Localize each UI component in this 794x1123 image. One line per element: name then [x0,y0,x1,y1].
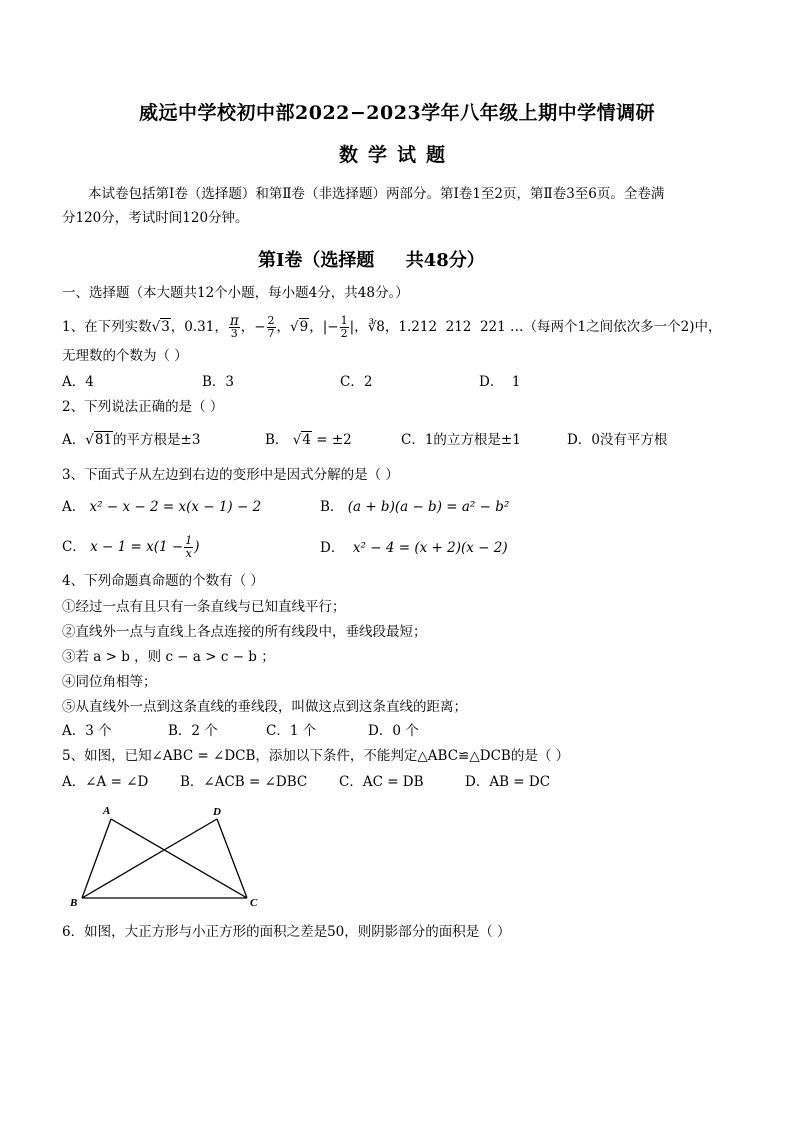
q1-frac-pi-3: $\frac{\pi}{3}$ [229,312,239,340]
question-6-stem: 6．如图，大正方形与小正方形的面积之差是50，则阴影部分的面积是（ ） [62,924,511,940]
intro-line-1: 本试卷包括第Ⅰ卷（选择题）和第Ⅱ卷（非选择题）两部分。第Ⅰ卷1至2页，第Ⅱ卷3至6页。全卷满 [88,186,665,202]
vertex-label-c: C [250,897,258,909]
q2-option-c: C．1的立方根是±1 [401,432,521,448]
q5-option-d: D．AB = DC [465,774,551,790]
q4-item-5: ⑤从直线外一点到这条直线的垂线段，叫做这点到这条直线的距离； [62,699,467,715]
q5-option-a: A．∠A = ∠D [62,774,149,790]
q5-option-c: C．AC = DB [339,774,424,790]
q3-option-a: A． x² − x − 2 = x(x − 1) − 2 [62,499,262,515]
q4-option-d: D．0 个 [368,723,419,739]
q1-frac-1-2: $\frac{1}{2}$ [340,313,348,340]
q3-option-d: D． x² − 4 = (x + 2)(x − 2) [320,540,508,556]
q2-option-b: B． √4 = ±2 [265,432,352,448]
q1-frac-2-7: $\frac{2}{7}$ [267,313,275,340]
q5-option-b: B．∠ACB = ∠DBC [180,774,308,790]
segment-dc [217,819,247,898]
q3-option-b: B． (a + b)(a − b) = a² − b² [320,499,510,515]
question-4-stem: 4、下列命题真命题的个数有（ ） [62,573,264,589]
q3-option-c: C． x − 1 = x(1 − $\frac{1}{x}$ ) [62,533,200,560]
q1-option-d: D． 1 [479,374,521,390]
q2-option-a: A．√81的平方根是±3 [62,432,201,448]
q4-option-b: B．2 个 [168,723,218,739]
question-1-line-2: 无理数的个数为（ ） [62,348,188,364]
vertex-label-a: A [103,805,111,817]
q4-item-2: ②直线外一点与直线上各点连接的所有线段中，垂线段最短； [62,624,427,640]
q4-item-3: ③若 a > b ，则 c − a > c − b ； [62,649,275,665]
question-5-stem: 5、如图，已知∠ABC = ∠DCB，添加以下条件，不能判定△ABC≌△DCB的是（ ） [62,748,570,764]
question-1-line-1 [62,312,721,342]
q2-option-d: D．0没有平方根 [567,432,668,448]
section-heading: 一、选择题（本大题共12个小题，每小题4分，共48分。） [62,285,409,301]
q1-abs-pre: |− [322,319,339,335]
q1-sqrt9: ，√9， [276,319,323,335]
q4-item-4: ④同位角相等； [62,674,157,690]
q1-cbrt: ∛8 [367,319,385,335]
question-2-stem: 2、下列说法正确的是（ ） [62,399,224,415]
q1-sqrt3: √3， [151,319,185,335]
q1-option-b: B．3 [202,374,235,390]
part-title: 第Ⅰ卷（选择题 共48分） [258,250,485,271]
q1-option-c: C．2 [340,374,373,390]
q1-prefix: 1、在下列实数 [62,319,152,335]
vertex-label-b: B [70,897,78,909]
segment-ab [82,819,111,898]
q5-triangle-figure [60,798,270,910]
q1-option-a: A．4 [62,374,94,390]
segment-db [82,819,217,898]
q1-abs-post: |， [349,319,368,335]
vertex-label-d: D [213,806,221,818]
q4-option-a: A．3 个 [62,723,112,739]
q1-tail: ，1.212 212 221 …（每两个1之间依次多一个2)中， [384,319,722,335]
segment-ac [111,819,247,898]
q1-value-a: 0.31， [184,319,228,335]
intro-line-2: 分120分，考试时间120分钟。 [62,210,249,226]
q1-neg: ，− [240,319,266,335]
exam-title: 威远中学校初中部2022−2023学年八年级上期中学情调研 [139,102,656,124]
question-3-stem: 3、下面式子从左边到右边的变形中是因式分解的是（ ） [62,467,399,483]
q4-option-c: C．1 个 [266,723,317,739]
exam-subtitle: 数学试题 [339,144,456,166]
q4-item-1: ①经过一点有且只有一条直线与已知直线平行； [62,599,346,615]
